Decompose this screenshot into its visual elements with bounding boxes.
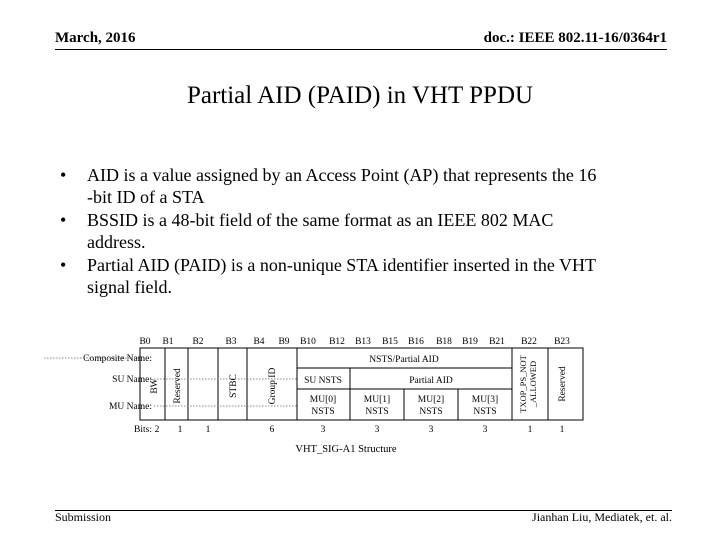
bit-count: 1 <box>559 425 565 435</box>
bullet-text-line: address. <box>87 232 146 252</box>
field-stbc: STBC <box>229 374 239 398</box>
bullet-item-paid <box>58 254 673 298</box>
bit-count: 3 <box>482 425 488 435</box>
bit-count: 2 <box>154 425 160 435</box>
bullet-text-line: BSSID is a 48-bit field of the same format as an IEEE 802 MAC <box>87 210 554 230</box>
field-group-id: Group ID <box>268 367 278 405</box>
bit-label: B1 <box>162 337 174 347</box>
field-mu2-line2: NSTS <box>419 407 443 417</box>
footer-submission: Submission <box>55 510 112 524</box>
field-table-outline <box>140 348 583 420</box>
bit-count: 3 <box>320 425 326 435</box>
field-nsts-partial-aid: NSTS/Partial AID <box>369 355 439 365</box>
bullet-icon: • <box>60 255 67 275</box>
field-mu1-line2: NSTS <box>365 407 389 417</box>
bit-label: B4 <box>253 337 265 347</box>
bit-label: B9 <box>278 337 290 347</box>
bullet-text-line: -bit ID of a STA <box>87 187 205 207</box>
bit-label: B3 <box>225 337 237 347</box>
bit-label: B10 <box>300 337 316 347</box>
bit-label: B18 <box>436 337 452 347</box>
bullet-icon: • <box>60 165 67 185</box>
bullet-icon: • <box>60 210 67 230</box>
field-mu2-line1: MU[2] <box>417 395 445 405</box>
row-label-bits: Bits: <box>134 425 152 435</box>
vht-sig-a1-figure <box>40 330 600 465</box>
bit-count: 3 <box>374 425 380 435</box>
bullet-text-line: AID is a value assigned by an Access Point (AP) that represents the 16 <box>87 165 597 185</box>
bit-label: B21 <box>489 337 505 347</box>
field-su-nsts: SU NSTS <box>304 376 342 386</box>
row-label-composite: Composite Name: <box>83 354 152 364</box>
bit-count: 3 <box>428 425 434 435</box>
field-mu3-line2: NSTS <box>473 407 497 417</box>
field-mu1-line1: MU[1] <box>363 395 391 405</box>
row-label-su: SU Name: <box>112 375 152 385</box>
bullet-list <box>58 164 673 299</box>
bit-label: B23 <box>554 337 570 347</box>
header-date: March, 2016 <box>55 30 136 46</box>
header-doc-id: doc.: IEEE 802.11-16/0364r1 <box>483 30 667 46</box>
field-txop-line2: _ALLOWED <box>528 360 538 408</box>
bit-label: B13 <box>355 337 371 347</box>
field-reserved-2: Reserved <box>558 366 568 402</box>
field-mu0-line2: NSTS <box>311 407 335 417</box>
field-reserved-1: Reserved <box>173 368 183 404</box>
header-rule <box>55 49 667 50</box>
bit-label: B0 <box>139 337 151 347</box>
bit-count: 6 <box>269 425 275 435</box>
bit-label: B19 <box>462 337 478 347</box>
row-label-mu: MU Name: <box>108 402 152 412</box>
bit-label: B2 <box>192 337 204 347</box>
bullet-item-aid <box>58 164 673 208</box>
bit-count: 1 <box>205 425 211 435</box>
bit-label: B22 <box>521 337 537 347</box>
figure-caption: VHT_SIG-A1 Structure <box>295 444 397 455</box>
bullet-text-line: signal field. <box>87 277 172 297</box>
footer-authors: Jianhan Liu, Mediatek, et. al. <box>532 510 672 524</box>
bit-count: 1 <box>177 425 183 435</box>
field-mu0-line1: MU[0] <box>309 395 337 405</box>
bit-count: 1 <box>527 425 533 435</box>
field-mu3-line1: MU[3] <box>471 395 499 405</box>
bullet-text-line: Partial AID (PAID) is a non-unique STA identifier inserted in the VHT <box>87 255 596 275</box>
field-txop-line1: TXOP_PS_NOT <box>518 355 528 413</box>
bit-label: B15 <box>382 337 398 347</box>
bit-label: B12 <box>329 337 345 347</box>
field-partial-aid: Partial AID <box>409 376 453 386</box>
field-bw: BW <box>150 378 160 394</box>
bit-label: B16 <box>408 337 424 347</box>
bullet-item-bssid <box>58 209 673 253</box>
slide-title: Partial AID (PAID) in VHT PPDU <box>186 82 534 109</box>
